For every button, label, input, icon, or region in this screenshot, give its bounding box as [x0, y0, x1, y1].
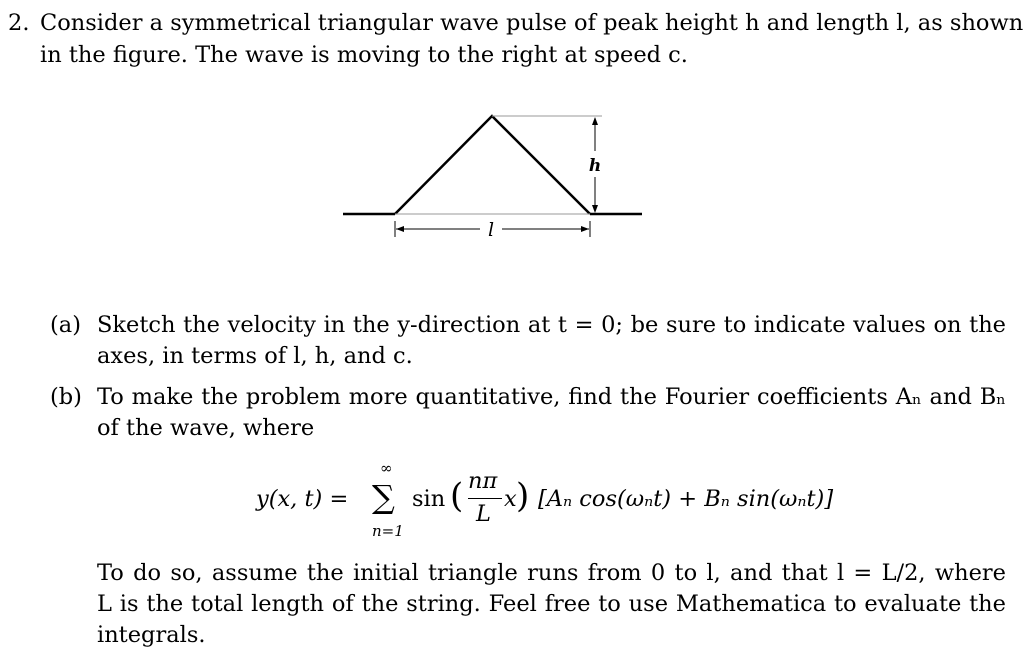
part-b-text-line-5: integrals.	[97, 622, 206, 648]
paren-open: (	[450, 476, 464, 516]
paren-close: )	[516, 476, 530, 516]
fraction-bar	[468, 498, 502, 499]
part-b-text-line-1: To make the problem more quantitative, find the Fourier coefficients Aₙ and Bₙ	[97, 384, 1006, 410]
fraction-numerator: nπ	[468, 468, 498, 494]
length-label: l	[487, 219, 495, 241]
sum-upper-limit: ∞	[380, 459, 393, 477]
question-text-line-2: in the figure. The wave is moving to the right at speed c.	[40, 42, 688, 68]
fraction-denominator: L	[476, 501, 491, 527]
height-label: h	[588, 156, 602, 176]
part-a-label: (a)	[50, 312, 81, 338]
part-b-text-line-2: of the wave, where	[97, 415, 315, 441]
equation-x: x	[504, 486, 517, 512]
length-arrowhead-left	[396, 226, 404, 232]
length-arrowhead-right	[581, 226, 589, 232]
question-number: 2.	[8, 10, 30, 36]
part-b-label: (b)	[50, 384, 82, 410]
triangle-pulse-shape	[395, 116, 590, 214]
height-arrowhead-up	[592, 117, 598, 125]
equation-lhs: y(x, t) =	[256, 486, 349, 512]
equation-bracket-term: [Aₙ cos(ωₙt) + Bₙ sin(ωₙt)]	[538, 486, 834, 512]
sum-symbol: ∑	[372, 478, 395, 516]
height-arrowhead-down	[592, 205, 598, 213]
question-text-line-1: Consider a symmetrical triangular wave pulse of peak height h and length l, as shown	[40, 10, 1024, 36]
triangle-pulse-diagram	[330, 105, 660, 245]
part-b-text-line-4: L is the total length of the string. Feel free to use Mathematica to evaluate the	[97, 591, 1006, 617]
part-a-text-line-1: Sketch the velocity in the y-direction at t = 0; be sure to indicate values on the	[97, 312, 1006, 338]
part-b-text-line-3: To do so, assume the initial triangle runs from 0 to l, and that l = L/2, where	[97, 560, 1006, 586]
sum-lower-limit: n=1	[372, 522, 404, 540]
sine-function: sin	[412, 486, 446, 512]
fourier-series-equation	[256, 456, 856, 546]
triangle-pulse-figure	[330, 105, 660, 245]
part-a-text-line-2: axes, in terms of l, h, and c.	[97, 343, 413, 369]
